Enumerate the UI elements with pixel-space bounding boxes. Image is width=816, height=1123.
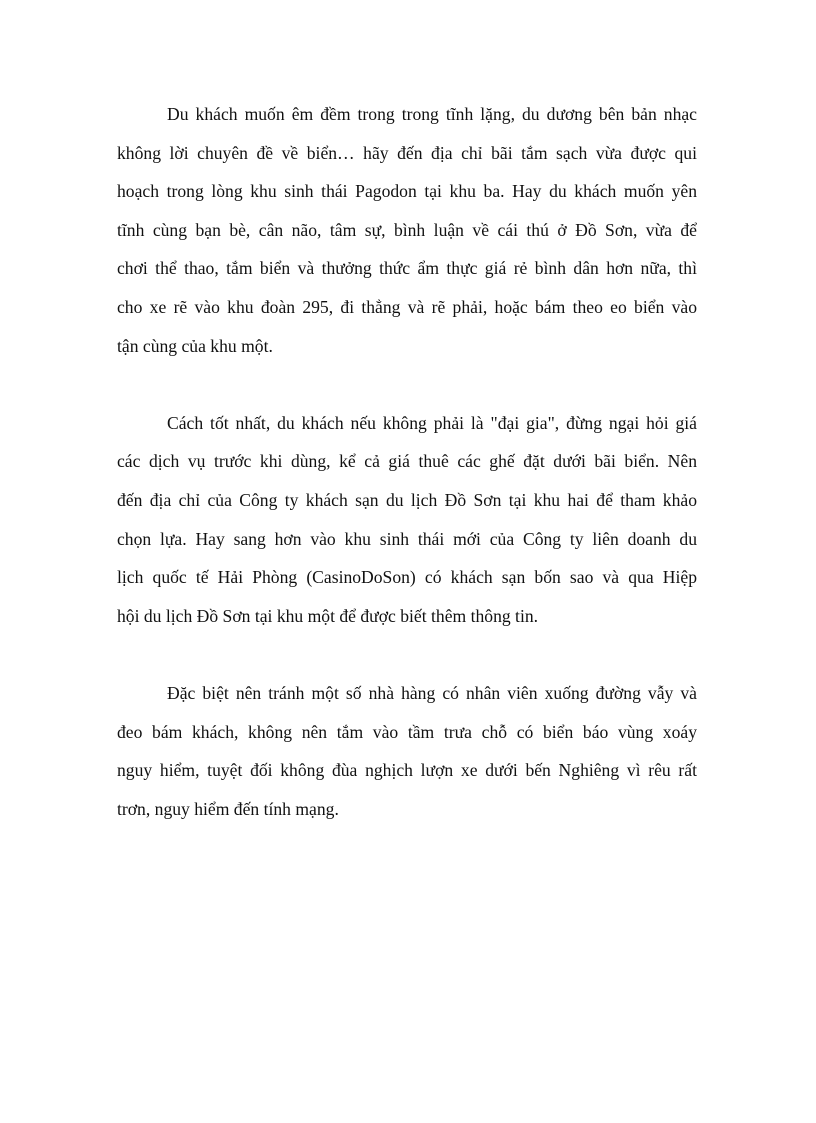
text-line: Cách tốt nhất, du khách nếu không phải là "đại gia", đừng ngại hỏi giá xyxy=(167,412,697,433)
text-line: chọn lựa. Hay sang hơn vào khu sinh thái mới của Công ty liên doanh du xyxy=(117,528,697,549)
paragraph-1 xyxy=(117,95,697,365)
text-line: hoạch trong lòng khu sinh thái Pagodon tại khu ba. Hay du khách muốn yên xyxy=(117,181,697,202)
text-line: cho xe rẽ vào khu đoàn 295, đi thẳng và rẽ phải, hoặc bám theo eo biển vào xyxy=(117,296,697,317)
text-line: tĩnh cùng bạn bè, cân não, tâm sự, bình luận về cái thú ở Đồ Sơn, vừa để xyxy=(117,219,697,240)
document-body xyxy=(117,95,697,867)
text-line: Đặc biệt nên tránh một số nhà hàng có nhân viên xuống đường vẫy và xyxy=(167,682,697,703)
paragraph-2 xyxy=(117,404,697,636)
paragraph-3 xyxy=(117,674,697,828)
text-line: tận cùng của khu một. xyxy=(117,335,273,356)
text-line: các dịch vụ trước khi dùng, kể cả giá thuê các ghế đặt dưới bãi biển. Nên xyxy=(117,451,697,472)
text-line: trơn, nguy hiểm đến tính mạng. xyxy=(117,798,339,819)
text-line: đeo bám khách, không nên tắm vào tầm trưa chỗ có biển báo vùng xoáy xyxy=(117,721,697,742)
text-line: nguy hiểm, tuyệt đối không đùa nghịch lượn xe dưới bến Nghiêng vì rêu rất xyxy=(117,760,697,781)
text-line: đến địa chỉ của Công ty khách sạn du lịch Đồ Sơn tại khu hai để tham khảo xyxy=(117,489,697,510)
text-line: hội du lịch Đồ Sơn tại khu một để được biết thêm thông tin. xyxy=(117,605,539,626)
text-line: không lời chuyên đề về biển… hãy đến địa chỉ bãi tắm sạch vừa được qui xyxy=(117,142,697,163)
text-line: chơi thể thao, tắm biển và thưởng thức ẩm thực giá rẻ bình dân hơn nữa, thì xyxy=(117,258,697,279)
text-line: Du khách muốn êm đềm trong trong tĩnh lặng, du dương bên bản nhạc xyxy=(167,104,697,124)
text-line: lịch quốc tế Hải Phòng (CasinoDoSon) có khách sạn bốn sao và qua Hiệp xyxy=(117,567,697,588)
